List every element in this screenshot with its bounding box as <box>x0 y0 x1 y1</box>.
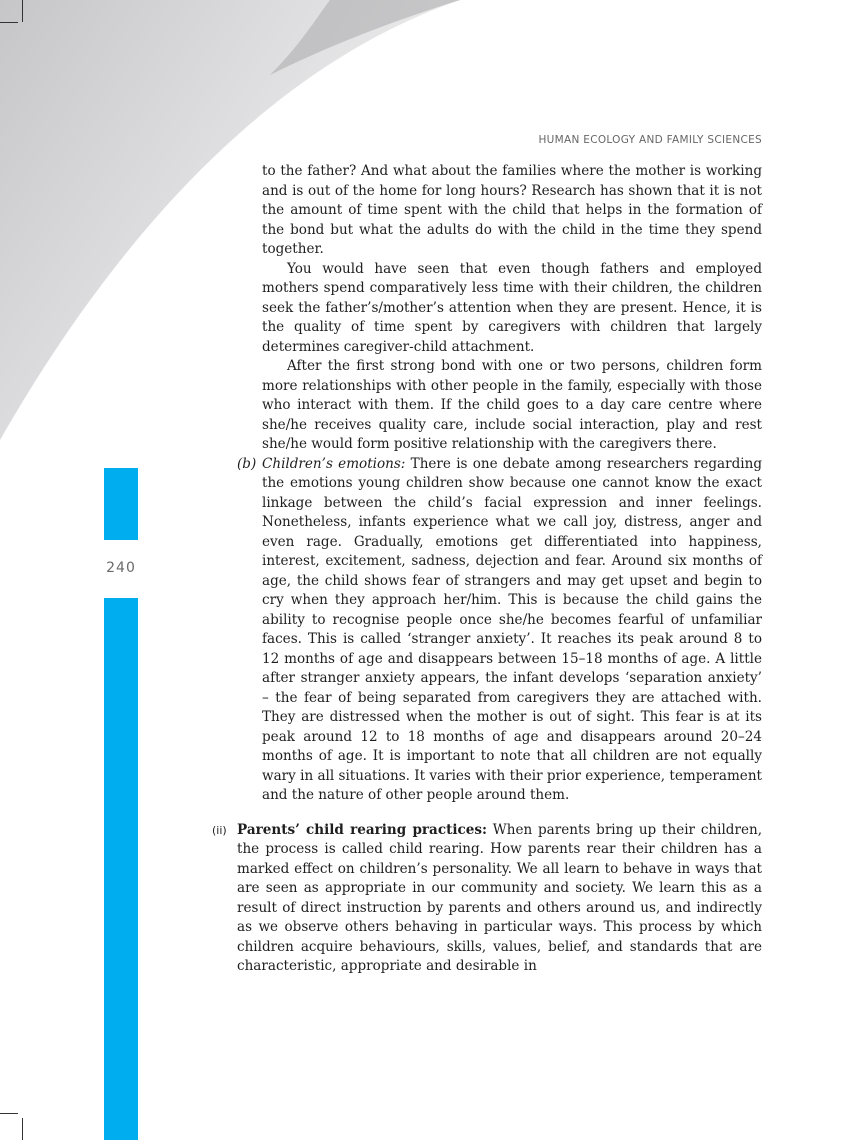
paragraph: to the father? And what about the families where the mother is working and is out of the home for long hours? Research has shown that it is not the amount of time spent with the child that helps in the formation of the bond but what the adults do with the child in the time they spend together. <box>262 163 762 257</box>
margin-bar-upper <box>104 468 138 540</box>
paragraph: After the first strong bond with one or two persons, children form more relationships with other people in the family, especially with those who interact with them. If the child goes to a day care centre where she/he receives quality care, include social interaction, play and rest she/he would form positive relationship with the caregivers there. <box>262 358 762 452</box>
list-item-b <box>212 455 762 806</box>
list-marker: (b) <box>237 455 257 472</box>
crop-mark-top-vertical <box>22 0 23 22</box>
running-header: HUMAN ECOLOGY AND FAMILY SCIENCES <box>538 134 762 146</box>
margin-bar-lower <box>104 598 138 1140</box>
item-text: When parents bring up their children, the process is called child rearing. How parents rear their children has a marked effect on children’s personality. We all learn to behave in ways that are seen as appropriate in our community and society. We learn this as a result of direct instruction by parents and others around us, and indirectly as we observe others behaving in particular ways. This process by which children acquire behaviours, skills, values, belief, and standards that are characteristic, appropriate and desirable in <box>237 821 762 974</box>
paragraph: You would have seen that even though fathers and employed mothers spend comparatively less time with their children, the children seek the father’s/mother’s attention when they are present. Hence, it is the quality of time spent by caregivers with children that largely determines caregiver-child attachment. <box>262 260 762 355</box>
continued-section <box>212 162 762 455</box>
item-term: Children’s emotions: <box>262 455 406 472</box>
list-item-ii <box>212 821 762 977</box>
crop-mark-bottom-vertical <box>22 1118 23 1140</box>
crop-mark-top-horizontal <box>0 22 18 23</box>
page-number: 240 <box>106 560 136 576</box>
crop-mark-bottom-horizontal <box>0 1113 18 1114</box>
item-text: There is one debate among researchers regarding the emotions young children show because one cannot know the exact linkage between the child’s facial expression and inner feelings. Nonetheless, infants experience what we call joy, distress, anger and even rage. Gradually, emotions get differentiated into happiness, interest, excitement, sadness, dejection and fear. Around six months of age, the child shows fear of strangers and may get upset and begin to cry when they approach her/him. This is because the child gains the ability to recognise people once she/he becomes fearful of unfamiliar faces. This is called ‘stranger anxiety’. It reaches its peak around 8 to 12 months of age and disappears between 15–18 months of age. A little after stranger anxiety appears, the infant develops ‘separation anxiety’ – the fear of being separated from caregivers they are attached with. They are distressed when the mother is out of sight. This fear is at its peak around 12 to 18 months of age and disappears around 20–24 months of age. It is important to note that all children are not equally wary in all situations. It varies with their prior experience, temperament and the nature of other people around them. <box>262 455 762 803</box>
item-term: Parents’ child rearing practices: <box>237 821 487 838</box>
list-marker: (ii) <box>212 823 227 837</box>
body-text <box>212 162 762 977</box>
